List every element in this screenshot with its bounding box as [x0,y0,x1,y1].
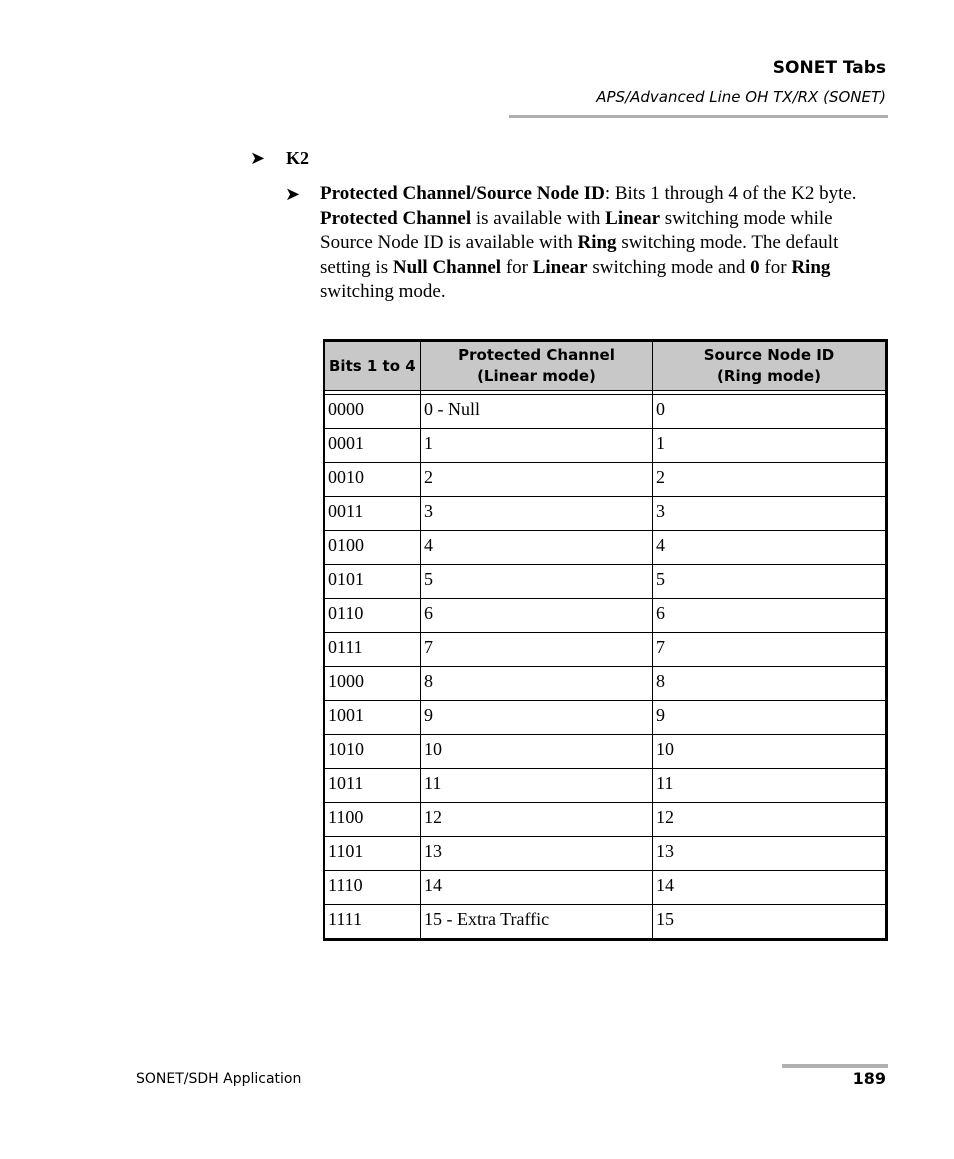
term-protected-source: Protected Channel/Source Node ID [320,183,605,204]
cell-bits: 1101 [324,837,421,871]
footer-rule [782,1064,888,1068]
cell-bits: 1000 [324,667,421,701]
cell-protected-channel: 13 [421,837,653,871]
arrow-bullet-icon: ➤ [250,148,266,168]
header-bits: Bits 1 to 4 [324,341,421,391]
cell-protected-channel: 8 [421,667,653,701]
table-row [324,701,887,735]
cell-bits: 0101 [324,565,421,599]
cell-protected-channel: 4 [421,531,653,565]
cell-protected-channel: 12 [421,803,653,837]
cell-protected-channel: 1 [421,429,653,463]
k2-bits-table [323,339,888,941]
cell-source-node: 14 [653,871,887,905]
text-run: for [759,256,792,278]
table-row [324,667,887,701]
header-protected-line1: Protected Channel [458,346,615,364]
cell-bits: 0000 [324,395,421,429]
cell-bits: 0110 [324,599,421,633]
section-heading [250,148,309,169]
cell-source-node: 6 [653,599,887,633]
cell-source-node: 0 [653,395,887,429]
header-source-node [653,341,887,391]
cell-source-node: 11 [653,769,887,803]
cell-source-node: 3 [653,497,887,531]
section-heading-label: K2 [286,148,310,168]
page-number: 189 [852,1069,886,1088]
cell-bits: 0011 [324,497,421,531]
term-null-channel: Null Channel [392,256,502,278]
table-row [324,599,887,633]
table-row [324,633,887,667]
table-row [324,905,887,940]
cell-source-node: 8 [653,667,887,701]
page-header-subtitle: APS/Advanced Line OH TX/RX (SONET) [596,88,886,106]
term-ring: Ring [791,256,831,278]
cell-bits: 1010 [324,735,421,769]
cell-bits: 1011 [324,769,421,803]
footer-section-name: SONET/SDH Application [136,1071,302,1087]
cell-protected-channel: 7 [421,633,653,667]
term-linear: Linear [605,207,661,229]
cell-source-node: 1 [653,429,887,463]
text-run: switching mode and [587,256,751,278]
term-ring: Ring [577,232,617,254]
cell-protected-channel: 15 - Extra Traffic [421,905,653,940]
table-row [324,429,887,463]
table-row [324,735,887,769]
cell-source-node: 9 [653,701,887,735]
text-run: switching mode. The default setting is [320,232,839,278]
text-run: switching mode. [320,281,446,303]
cell-protected-channel: 0 - Null [421,395,653,429]
page-header-title: SONET Tabs [772,58,886,78]
cell-bits: 1111 [324,905,421,940]
cell-source-node: 13 [653,837,887,871]
cell-source-node: 12 [653,803,887,837]
header-protected-line2: (Linear mode) [477,367,596,385]
term-protected-channel: Protected Channel [320,207,472,229]
cell-bits: 1001 [324,701,421,735]
cell-protected-channel: 10 [421,735,653,769]
table-row [324,837,887,871]
table-row [324,531,887,565]
cell-source-node: 4 [653,531,887,565]
header-rule [509,115,888,118]
description-paragraph [320,182,888,305]
term-linear: Linear [532,256,588,278]
cell-source-node: 2 [653,463,887,497]
cell-protected-channel: 5 [421,565,653,599]
cell-protected-channel: 11 [421,769,653,803]
cell-bits: 0100 [324,531,421,565]
term-zero: 0 [750,256,760,278]
cell-bits: 0111 [324,633,421,667]
table-row [324,395,887,429]
header-protected-channel [421,341,653,391]
cell-source-node: 10 [653,735,887,769]
cell-source-node: 15 [653,905,887,940]
arrow-bullet-icon: ➤ [285,184,301,204]
header-source-line2: (Ring mode) [717,367,821,385]
table-row [324,565,887,599]
text-run: for [501,256,533,278]
cell-protected-channel: 14 [421,871,653,905]
cell-bits: 0010 [324,463,421,497]
header-source-line1: Source Node ID [703,346,835,364]
text-run: : Bits 1 through 4 of the K2 byte. [604,183,857,204]
cell-source-node: 5 [653,565,887,599]
text-run: switching mode while Source Node ID is available with [320,207,833,254]
cell-protected-channel: 3 [421,497,653,531]
cell-protected-channel: 2 [421,463,653,497]
table-header-row [324,341,887,391]
table-row [324,803,887,837]
cell-protected-channel: 9 [421,701,653,735]
cell-source-node: 7 [653,633,887,667]
table-row [324,463,887,497]
text-run: is available with [471,207,606,229]
table-row [324,769,887,803]
cell-bits: 1100 [324,803,421,837]
cell-bits: 1110 [324,871,421,905]
cell-protected-channel: 6 [421,599,653,633]
table-row [324,497,887,531]
table-row [324,871,887,905]
cell-bits: 0001 [324,429,421,463]
